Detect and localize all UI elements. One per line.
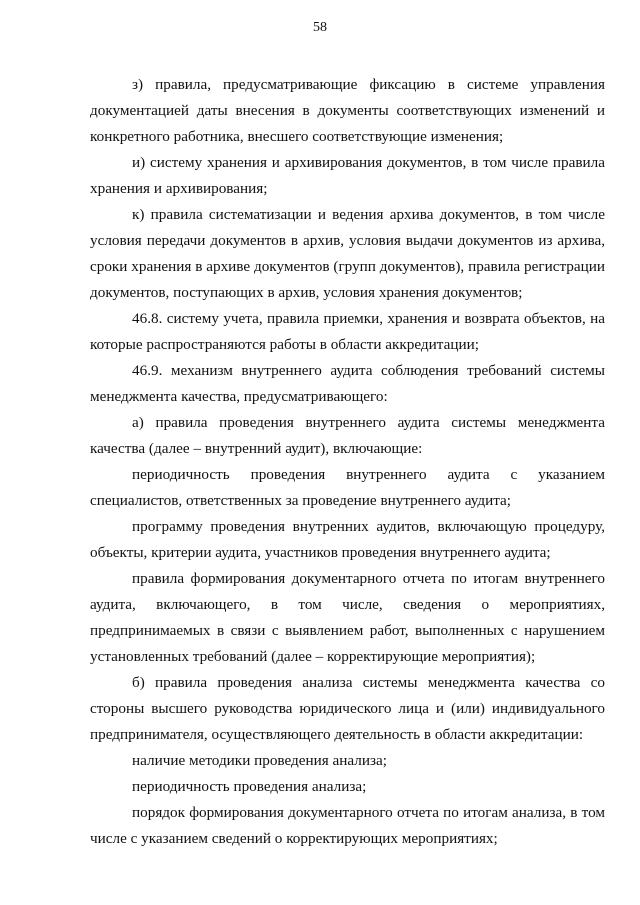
page-number: 58 [313, 20, 327, 35]
paragraph-audit-report-rules: правила формирования документарного отчета по итогам внутреннего аудита, включающего, в том числе, сведения о мероприятиях, предпринимаемых в связи с выявлением работ, выполненных с нарушением установленных требований (далее – корректирующие мероприятия); [90, 570, 605, 665]
paragraph-audit-program: программу проведения внутренних аудитов, включающую процедуру, объекты, критерии аудита, участников проведения внутреннего аудита; [90, 518, 605, 561]
paragraph-periodicity-audit: периодичность проведения внутреннего аудита с указанием специалистов, ответственных за проведение внутреннего аудита; [90, 466, 605, 509]
paragraph-i: и) систему хранения и архивирования документов, в том числе правила хранения и архивирования; [90, 154, 605, 197]
paragraph-b: б) правила проведения анализа системы менеджмента качества со стороны высшего руководства юридического лица и (или) индивидуального предпринимателя, осуществляющего деятельность в области аккредитации: [90, 674, 605, 743]
paragraph-a: а) правила проведения внутреннего аудита системы менеджмента качества (далее – внутренний аудит), включающие: [90, 414, 605, 457]
paragraph-analysis-periodicity: периодичность проведения анализа; [132, 778, 367, 795]
paragraph-analysis-methods: наличие методики проведения анализа; [132, 752, 387, 769]
paragraph-z: з) правила, предусматривающие фиксацию в системе управления документацией даты внесения в документы соответствующих изменений и конкретного работника, внесшего соответствующие изменения; [90, 76, 605, 145]
paragraph-analysis-report: порядок формирования документарного отчета по итогам анализа, в том числе с указанием сведений о корректирующих мероприятиях; [90, 804, 605, 847]
paragraph-46-8: 46.8. систему учета, правила приемки, хранения и возврата объектов, на которые распространяются работы в области аккредитации; [90, 310, 605, 353]
paragraph-46-9: 46.9. механизм внутреннего аудита соблюдения требований системы менеджмента качества, предусматривающего: [90, 362, 605, 405]
paragraph-k: к) правила систематизации и ведения архива документов, в том числе условия передачи документов в архив, условия выдачи документов из архива, сроки хранения в архиве документов (групп документов), правила регистрации документов, поступающих в архив, условия хранения документов; [90, 206, 605, 301]
